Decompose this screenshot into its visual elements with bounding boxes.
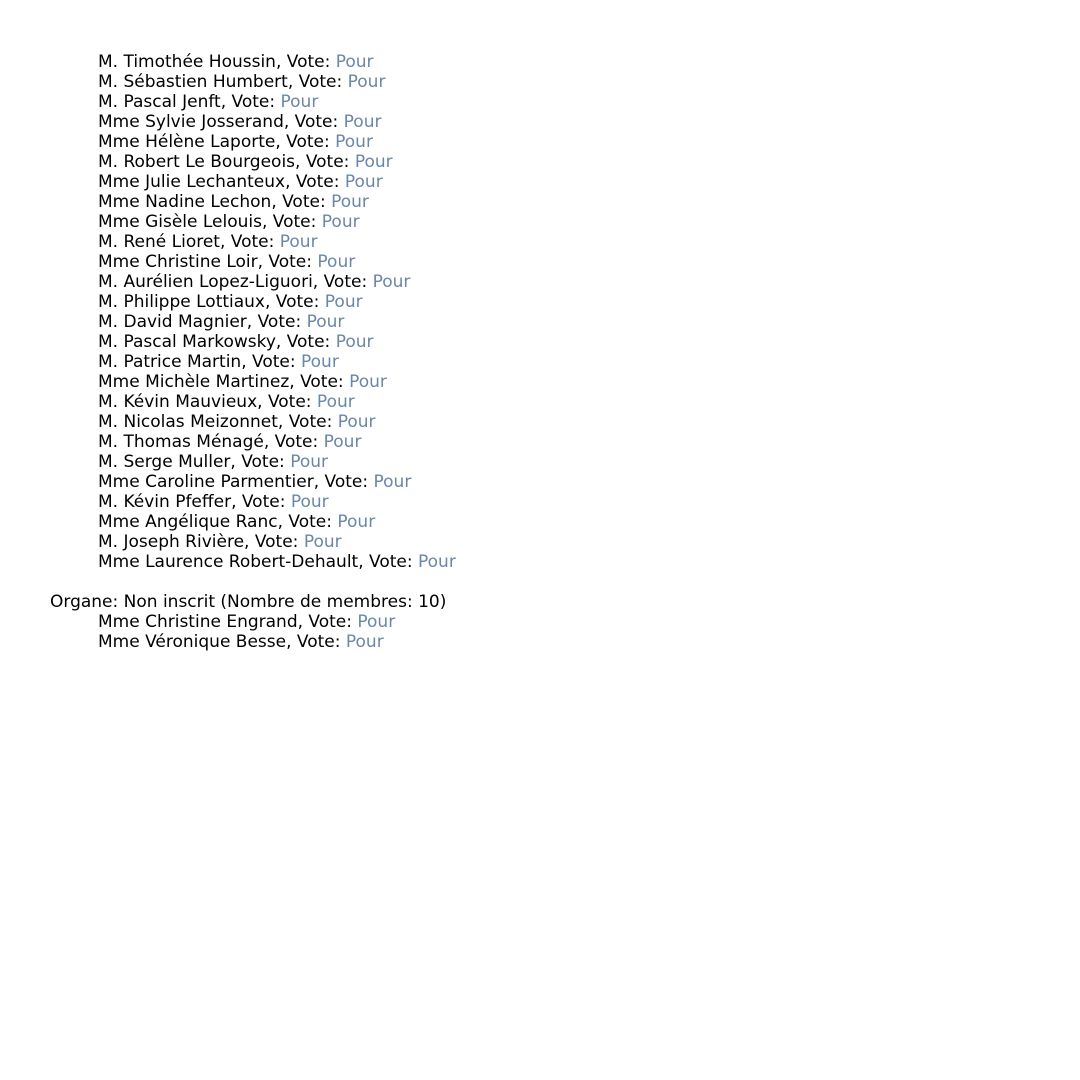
- member-row: [50, 52, 1050, 72]
- vote-value: Pour: [280, 92, 319, 112]
- member-list-group-1: [50, 52, 1050, 572]
- vote-prefix: , Vote:: [246, 312, 307, 332]
- vote-prefix: , Vote:: [231, 492, 291, 512]
- member-name: M. Aurélien Lopez-Liguori: [98, 272, 313, 292]
- member-name: M. Joseph Rivière: [98, 532, 245, 552]
- member-row: [50, 552, 1050, 572]
- member-row: [50, 92, 1050, 112]
- member-row: [50, 612, 1050, 632]
- vote-value: Pour: [335, 332, 374, 352]
- member-row: [50, 312, 1050, 332]
- vote-prefix: , Vote:: [277, 512, 338, 532]
- vote-value: Pour: [354, 152, 393, 172]
- member-row: [50, 272, 1050, 292]
- vote-prefix: , Vote:: [283, 112, 344, 132]
- vote-value: Pour: [349, 372, 387, 392]
- vote-prefix: , Vote:: [358, 552, 418, 572]
- vote-value: Pour: [279, 232, 318, 252]
- member-name: M. Robert Le Bourgeois: [98, 152, 296, 172]
- member-name: M. Philippe Lottiaux: [98, 292, 265, 312]
- vote-value: Pour: [301, 352, 339, 372]
- member-name: Mme Véronique Besse: [98, 632, 287, 652]
- member-row: [50, 292, 1050, 312]
- member-name: Mme Michèle Martinez: [98, 372, 290, 392]
- member-name: Mme Hélène Laporte: [98, 132, 276, 152]
- vote-value: Pour: [290, 452, 328, 472]
- member-name: Mme Angélique Ranc: [98, 512, 278, 532]
- vote-prefix: , Vote:: [257, 252, 318, 272]
- member-row: [50, 332, 1050, 352]
- vote-prefix: , Vote:: [241, 352, 301, 372]
- member-name: M. Pascal Jenft: [98, 92, 221, 112]
- vote-value: Pour: [357, 612, 396, 632]
- member-name: Mme Caroline Parmentier: [98, 472, 314, 492]
- group-spacer: [50, 572, 1050, 592]
- member-row: [50, 452, 1050, 472]
- member-row: [50, 532, 1050, 552]
- vote-prefix: , Vote:: [286, 632, 346, 652]
- member-name: Mme Christine Loir: [98, 252, 258, 272]
- member-name: Mme Sylvie Josserand: [98, 112, 284, 132]
- vote-value: Pour: [290, 492, 329, 512]
- vote-value: Pour: [337, 412, 376, 432]
- member-row: [50, 392, 1050, 412]
- vote-prefix: , Vote:: [220, 92, 281, 112]
- vote-value: Pour: [335, 132, 373, 152]
- member-name: Mme Laurence Robert-Dehault: [98, 552, 359, 572]
- member-name: M. Serge Muller: [98, 452, 231, 472]
- vote-prefix: , Vote:: [297, 612, 358, 632]
- vote-value: Pour: [372, 272, 411, 292]
- member-name: M. Kévin Pfeffer: [98, 492, 232, 512]
- vote-value: Pour: [306, 312, 345, 332]
- member-row: [50, 112, 1050, 132]
- vote-prefix: , Vote:: [312, 272, 373, 292]
- member-name: Mme Julie Lechanteux: [98, 172, 286, 192]
- member-name: Mme Gisèle Lelouis: [98, 212, 262, 232]
- member-name: M. René Lioret: [98, 232, 220, 252]
- member-row: [50, 212, 1050, 232]
- vote-value: Pour: [303, 532, 342, 552]
- member-row: [50, 372, 1050, 392]
- vote-prefix: , Vote:: [219, 232, 280, 252]
- vote-prefix: , Vote:: [275, 332, 336, 352]
- vote-value: Pour: [324, 292, 363, 312]
- member-name: M. Sébastien Humbert: [98, 72, 288, 92]
- member-name: M. David Magnier: [98, 312, 247, 332]
- member-name: M. Pascal Markowsky: [98, 332, 276, 352]
- member-row: [50, 192, 1050, 212]
- member-row: [50, 412, 1050, 432]
- vote-value: Pour: [316, 392, 355, 412]
- vote-value: Pour: [331, 192, 369, 212]
- vote-prefix: , Vote:: [265, 292, 325, 312]
- vote-value: Pour: [373, 472, 412, 492]
- member-row: [50, 172, 1050, 192]
- vote-value: Pour: [345, 632, 384, 652]
- member-list-group-2: [50, 612, 1050, 652]
- vote-value: Pour: [323, 432, 362, 452]
- organe-header: Organe: Non inscrit (Nombre de membres: 10): [50, 592, 447, 612]
- member-name: M. Kévin Mauvieux: [98, 392, 258, 412]
- vote-prefix: , Vote:: [287, 72, 348, 92]
- vote-prefix: , Vote:: [313, 472, 374, 492]
- vote-prefix: , Vote:: [257, 392, 317, 412]
- vote-prefix: , Vote:: [289, 372, 350, 392]
- vote-prefix: , Vote:: [275, 132, 336, 152]
- vote-value: Pour: [418, 552, 456, 572]
- vote-value: Pour: [335, 52, 374, 72]
- member-row: [50, 132, 1050, 152]
- vote-document: [50, 52, 1050, 652]
- member-row: [50, 72, 1050, 92]
- vote-value: Pour: [337, 512, 376, 532]
- member-row: [50, 232, 1050, 252]
- vote-value: Pour: [347, 72, 386, 92]
- vote-prefix: , Vote:: [244, 532, 304, 552]
- vote-prefix: , Vote:: [271, 192, 332, 212]
- vote-prefix: , Vote:: [262, 212, 322, 232]
- member-row: [50, 152, 1050, 172]
- vote-value: Pour: [321, 212, 360, 232]
- vote-prefix: , Vote:: [230, 452, 291, 472]
- member-row: [50, 472, 1050, 492]
- member-name: M. Timothée Houssin: [98, 52, 276, 72]
- vote-prefix: , Vote:: [285, 172, 345, 192]
- vote-prefix: , Vote:: [277, 412, 338, 432]
- member-row: [50, 352, 1050, 372]
- member-name: Mme Christine Engrand: [98, 612, 298, 632]
- vote-value: Pour: [317, 252, 356, 272]
- member-row: [50, 432, 1050, 452]
- vote-prefix: , Vote:: [295, 152, 355, 172]
- vote-value: Pour: [344, 172, 383, 192]
- member-name: M. Nicolas Meizonnet: [98, 412, 278, 432]
- vote-value: Pour: [343, 112, 382, 132]
- member-row: [50, 632, 1050, 652]
- member-name: M. Thomas Ménagé: [98, 432, 264, 452]
- vote-prefix: , Vote:: [263, 432, 324, 452]
- vote-prefix: , Vote:: [275, 52, 336, 72]
- member-row: [50, 512, 1050, 532]
- member-name: Mme Nadine Lechon: [98, 192, 272, 212]
- member-name: M. Patrice Martin: [98, 352, 242, 372]
- member-row: [50, 492, 1050, 512]
- member-row: [50, 252, 1050, 272]
